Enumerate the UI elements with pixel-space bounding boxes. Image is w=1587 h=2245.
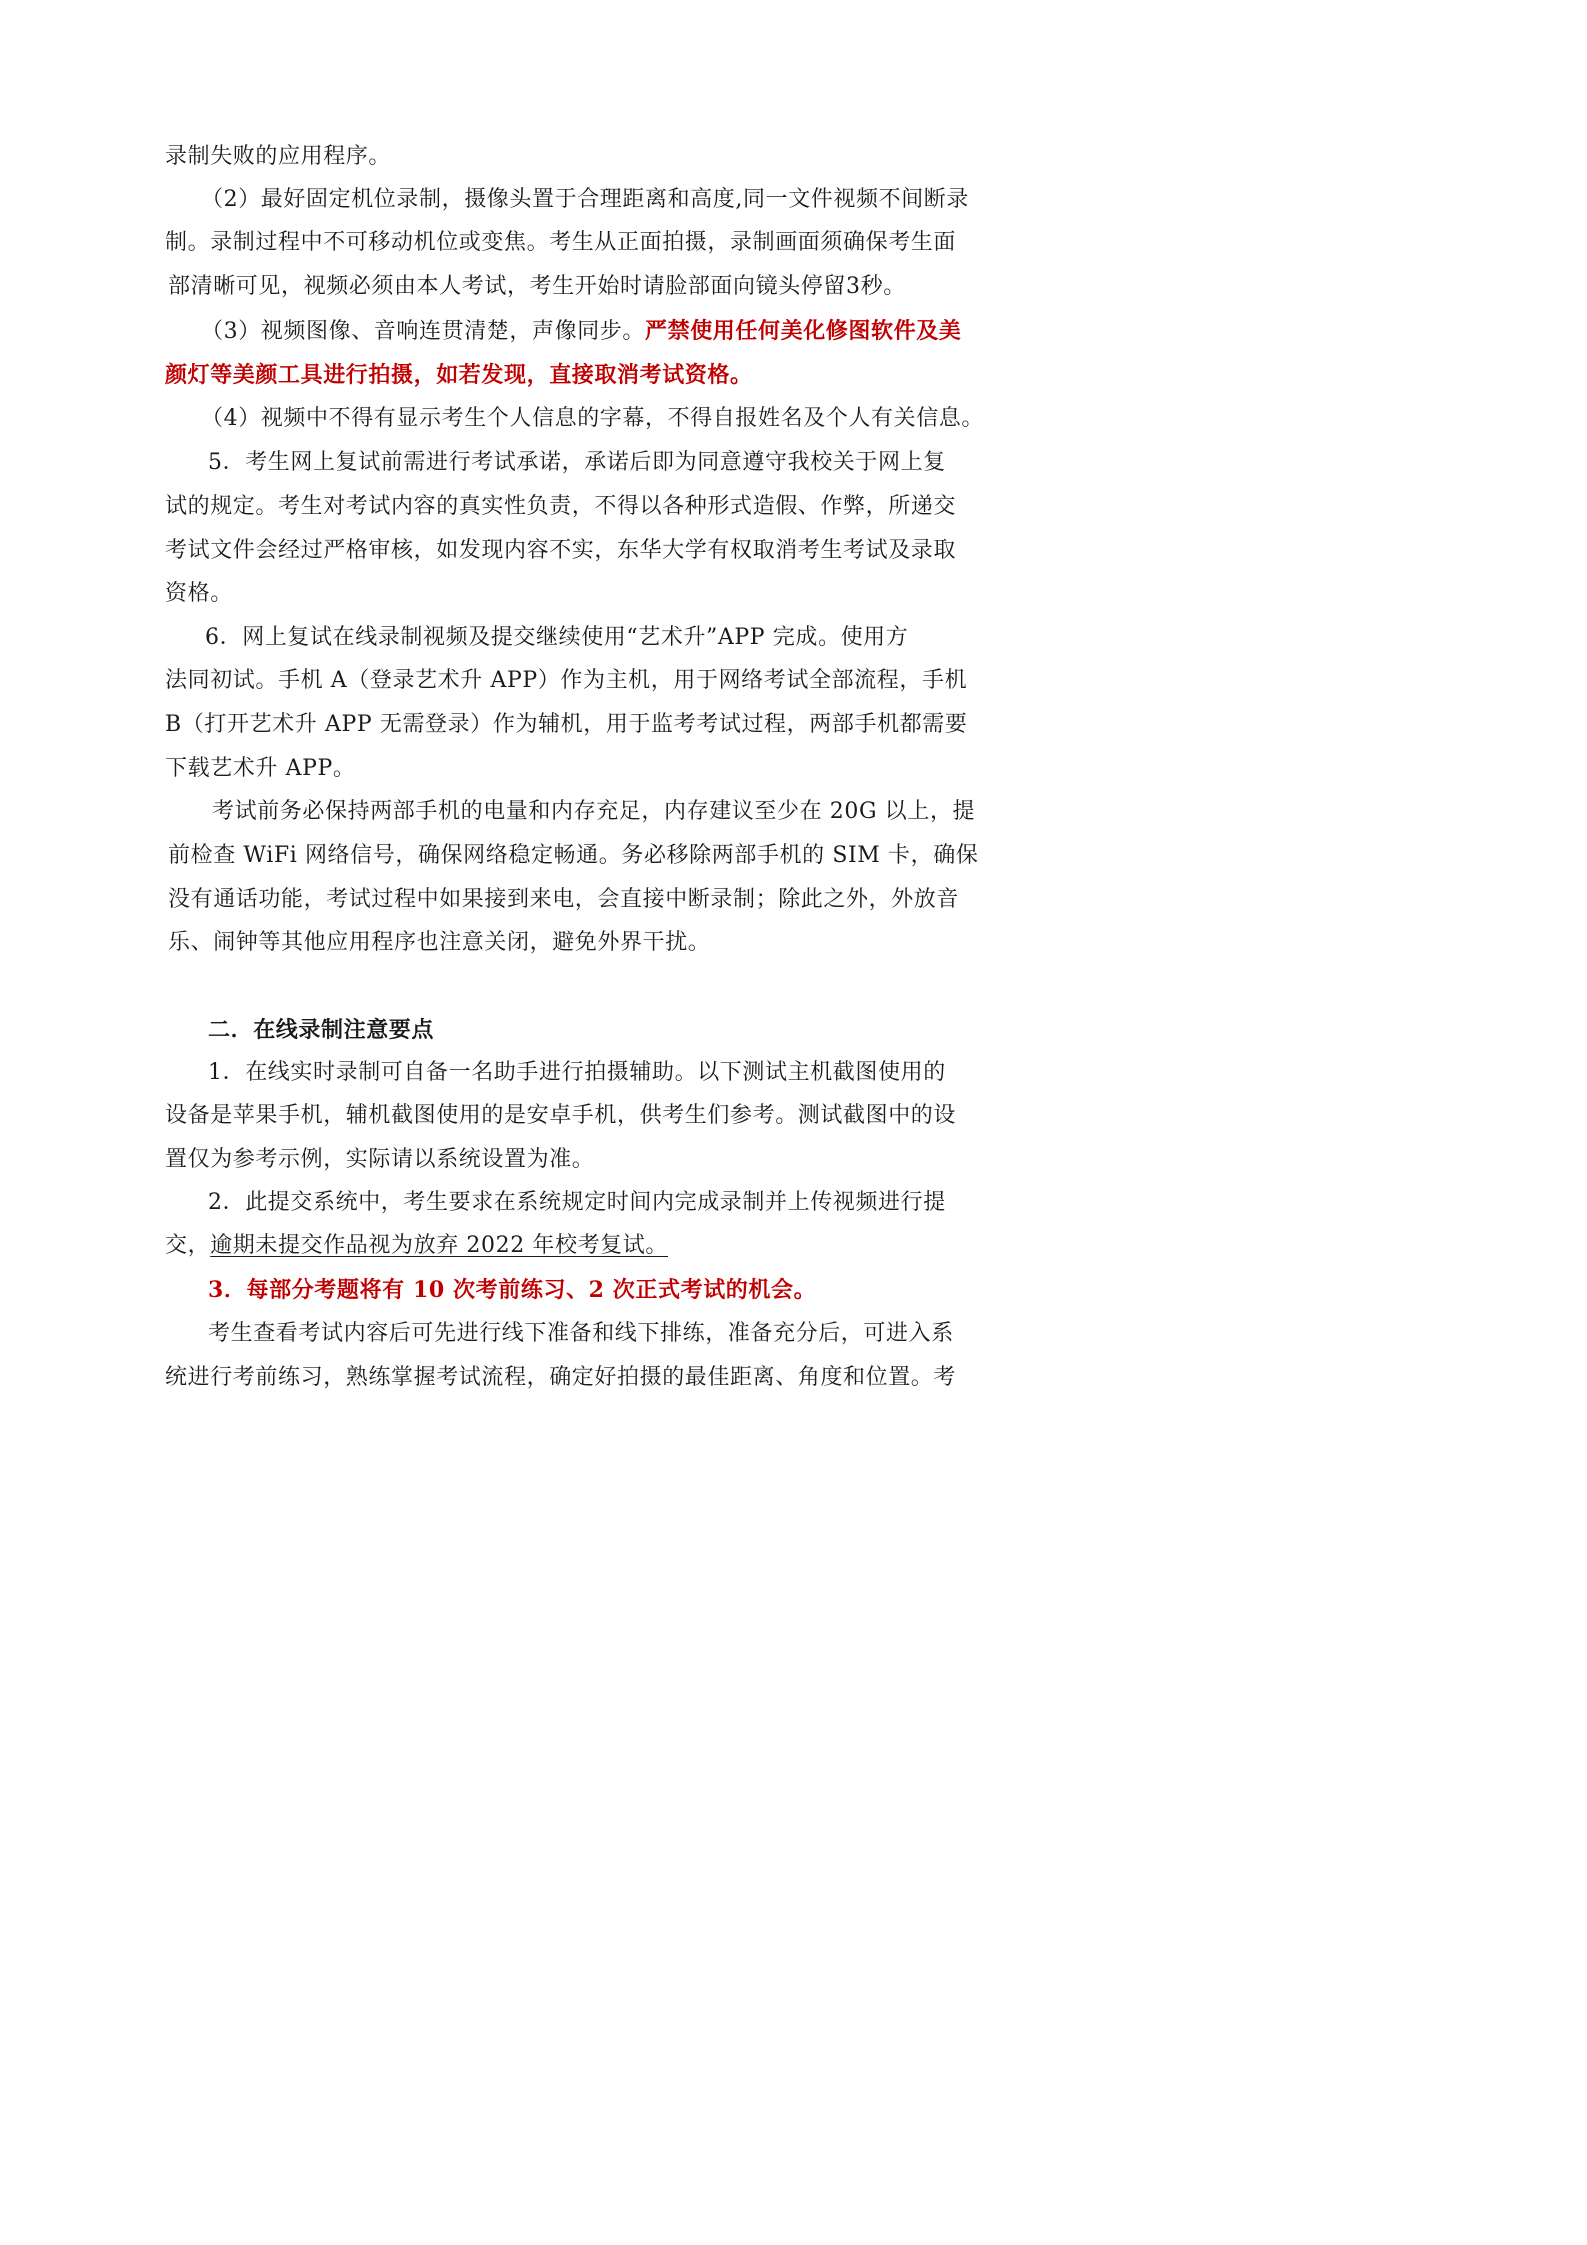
document-page <box>0 0 1100 1556</box>
text-line: 考试前务必保持两部手机的电量和内存充足，内存建议至少在 20G 以上，提 <box>212 799 976 824</box>
highlight-text: 3．每部分考题将有 10 次考前练习、2 次正式考试的机会。 <box>208 1277 817 1303</box>
text-line: 2．此提交系统中，考生要求在系统规定时间内完成录制并上传视频进行提 <box>208 1190 946 1215</box>
text-line: 前检查 WiFi 网络信号，确保网络稳定畅通。务必移除两部手机的 SIM 卡，确保 <box>168 843 979 868</box>
text-line: 交，逾期未提交作品视为放弃 2022 年校考复试。 <box>165 1233 668 1258</box>
text-line: 统进行考前练习，熟练掌握考试流程，确定好拍摄的最佳距离、角度和位置。考 <box>165 1365 957 1390</box>
text-line: 6．网上复试在线录制视频及提交继续使用“艺术升”APP 完成。使用方 <box>205 625 909 650</box>
text-line: （3）视频图像、音响连贯清楚，声像同步。严禁使用任何美化修图软件及美 <box>201 318 962 344</box>
text-line: 资格。 <box>165 581 233 606</box>
text-line: 5．考生网上复试前需进行考试承诺，承诺后即为同意遵守我校关于网上复 <box>208 450 946 475</box>
text-line: 1．在线实时录制可自备一名助手进行拍摄辅助。以下测试主机截图使用的 <box>208 1060 946 1085</box>
text-line: 试的规定。考生对考试内容的真实性负责，不得以各种形式造假、作弊，所递交 <box>165 494 957 519</box>
text-line: 部清晰可见，视频必须由本人考试，考生开始时请脸部面向镜头停留3秒。 <box>168 274 906 299</box>
section-heading: 二．在线录制注意要点 <box>208 1017 435 1043</box>
text-line: B（打开艺术升 APP 无需登录）作为辅机，用于监考考试过程，两部手机都需要 <box>165 712 968 737</box>
text-line: 法同初试。手机 A（登录艺术升 APP）作为主机，用于网络考试全部流程，手机 <box>165 668 968 693</box>
text-line: 考试文件会经过严格审核，如发现内容不实，东华大学有权取消考生考试及录取 <box>165 538 957 563</box>
text-line: 乐、闹钟等其他应用程序也注意关闭，避免外界干扰。 <box>168 930 711 955</box>
text-line: （2）最好固定机位录制，摄像头置于合理距离和高度,同一文件视频不间断录 <box>201 187 969 212</box>
text-line: 录制失败的应用程序。 <box>165 144 392 169</box>
text-line: 没有通话功能，考试过程中如果接到来电，会直接中断录制；除此之外，外放音 <box>168 887 960 912</box>
text-line: 下载艺术升 APP。 <box>165 756 356 781</box>
warning-text: 颜灯等美颜工具进行拍摄，如若发现，直接取消考试资格。 <box>165 362 753 388</box>
text-line: 设备是苹果手机，辅机截图使用的是安卓手机，供考生们参考。测试截图中的设 <box>165 1103 957 1128</box>
underlined-deadline-text: 逾期未提交作品视为放弃 2022 年校考复试。 <box>210 1233 668 1258</box>
text-line: （4）视频中不得有显示考生个人信息的字幕，不得自报姓名及个人有关信息。 <box>201 406 984 431</box>
text-line: 制。录制过程中不可移动机位或变焦。考生从正面拍摄，录制画面须确保考生面 <box>165 230 957 255</box>
text-line: 考生查看考试内容后可先进行线下准备和线下排练，准备充分后，可进入系 <box>208 1321 954 1346</box>
warning-text: 严禁使用任何美化修图软件及美 <box>645 318 962 344</box>
text-line: 置仅为参考示例，实际请以系统设置为准。 <box>165 1147 595 1172</box>
